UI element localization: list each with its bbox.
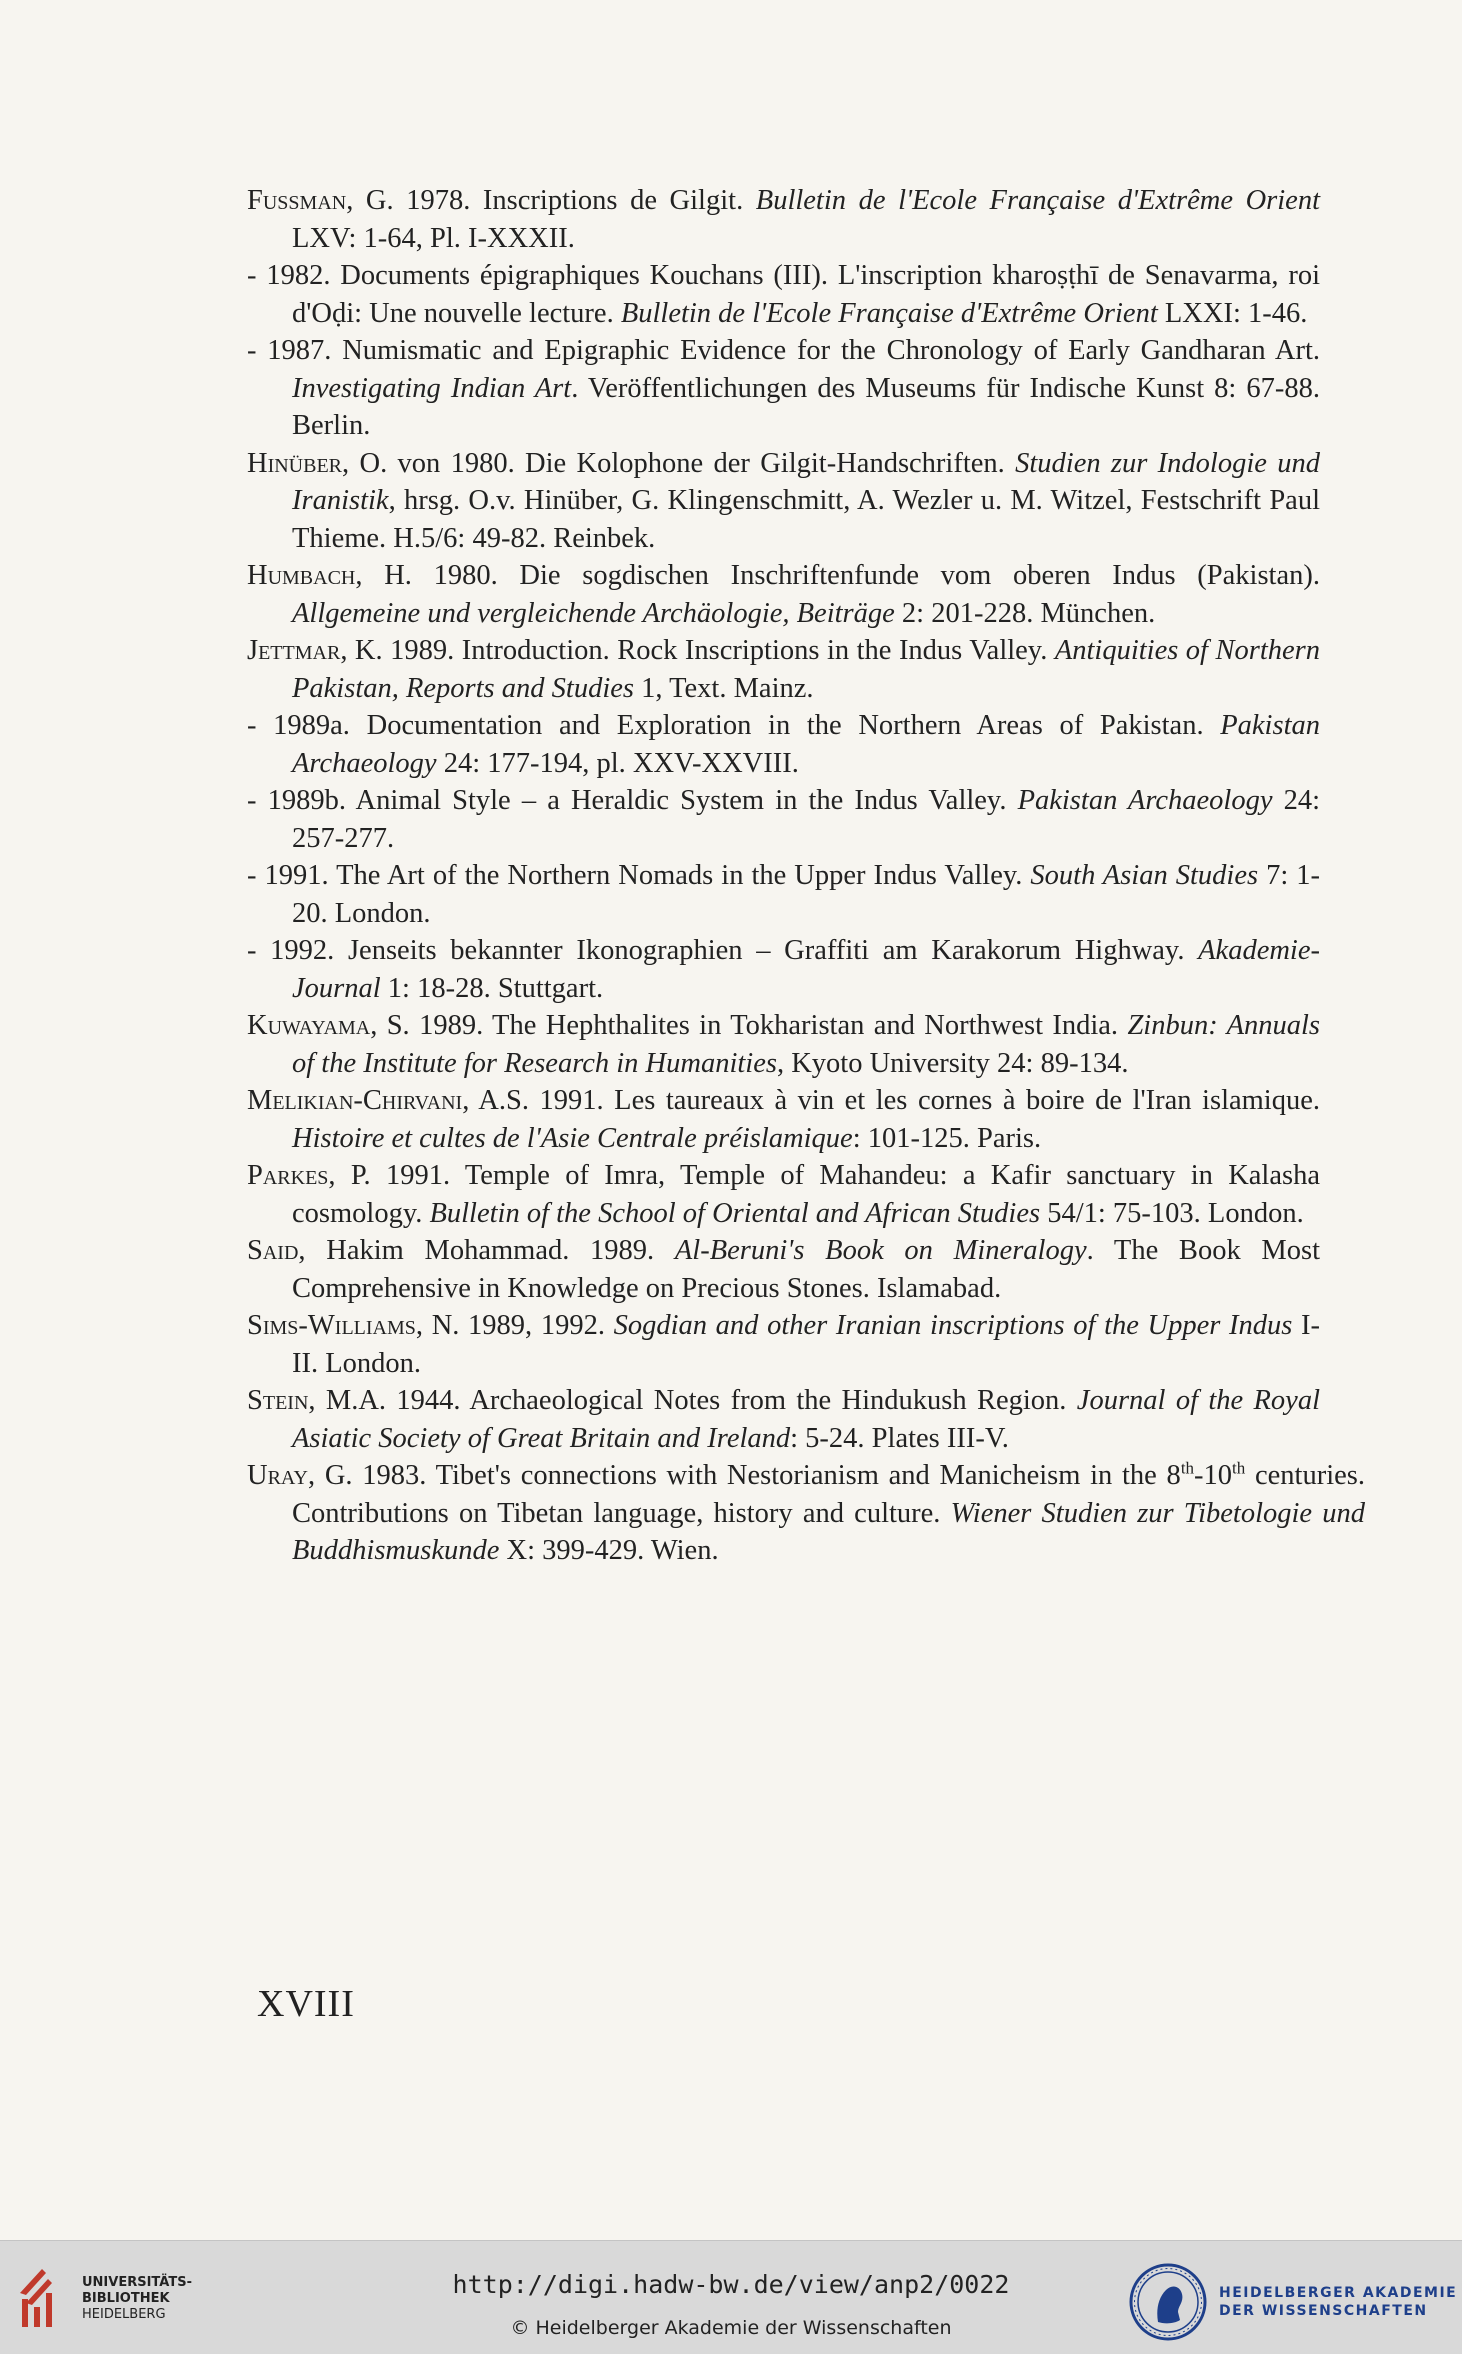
entry-title: Studien zur Indologie und Iranistik <box>292 447 1320 516</box>
entry-title: Pakistan Archaeology <box>1017 785 1273 816</box>
entry-author: Melikian-Chirvani <box>247 1085 463 1116</box>
bibliography-list <box>247 182 1320 1457</box>
entry-title: Akademie-Journal <box>292 935 1320 1004</box>
entry-text: - 1991. The Art of the Northern Nomads in the Upper Indus Valley. <box>247 860 1031 891</box>
entry-details: 7: 1-20. London. <box>292 860 1320 929</box>
digitization-footer <box>0 2240 1462 2354</box>
bibliography-entry <box>247 1307 1320 1382</box>
entry-details: 54/1: 75-103. London. <box>1040 1197 1304 1229</box>
entry-details: 24: 177-194, pl. XXV-XXVIII. <box>436 747 799 779</box>
entry-details: , hrsg. O.v. Hinüber, G. Klingenschmitt, A. Wezler u. M. Witzel, Festschrift Paul Thieme. H.5/6: 49-82. Reinbek. <box>292 485 1320 554</box>
entry-details: LXXI: 1-46. <box>1157 297 1308 329</box>
entry-title: Pakistan Archaeology <box>292 710 1320 779</box>
bibliography-entry <box>247 257 1320 332</box>
bibliography-entry <box>247 782 1320 857</box>
entry-text: - 1982. Documents épigraphiques Kouchans (III). L'inscription kharoṣṭhī de Senavarma, roi d'Oḍi: Une nouvelle lecture. <box>247 260 1320 329</box>
entry-text: - 1989a. Documentation and Exploration in the Northern Areas of Pakistan. <box>247 710 1221 741</box>
bibliography-entry <box>247 332 1320 445</box>
entry-text: , H. 1980. Die sogdischen Inschriftenfunde vom oberen Indus (Pakistan). <box>355 560 1320 591</box>
bibliography-entry <box>247 1157 1320 1232</box>
bibliography-entry <box>247 932 1320 1007</box>
entry-text: , M.A. 1944. Archaeological Notes from the Hindukush Region. <box>308 1385 1077 1416</box>
entry-title: Allgemeine und vergleichende Archäologie, Beiträge <box>292 597 895 629</box>
entry-details: : 101-125. Paris. <box>852 1122 1042 1154</box>
entry-text: - 1987. Numismatic and Epigraphic Evidence for the Chronology of Early Gandharan Art. <box>247 335 1320 366</box>
entry-details: 2: 201-228. München. <box>894 597 1156 629</box>
entry-title: South Asian Studies <box>1030 860 1259 891</box>
entry-text: - 1992. Jenseits bekannter Ikonographien – Graffiti am Karakorum Highway. <box>247 935 1199 966</box>
entry-author: Stein <box>247 1385 309 1416</box>
entry-details: 1, Text. Mainz. <box>633 672 814 704</box>
entry-author: Parkes <box>247 1160 329 1191</box>
entry-title: Investigating Indian Art <box>292 372 572 404</box>
bibliography-entry <box>247 707 1320 782</box>
entry-text: , P. 1991. Temple of Imra, Temple of Mahandeu: a Kafir sanctuary in Kalasha cosmology. <box>292 1160 1320 1229</box>
entry-title: Journal of the Royal Asiatic Society of Great Britain and Ireland <box>292 1385 1320 1454</box>
entry-details: . Veröffentlichungen des Museums für Indische Kunst 8: 67-88. Berlin. <box>292 372 1320 441</box>
entry-details: LXV: 1-64, Pl. I-XXXII. <box>292 222 575 254</box>
entry-details: I-II. London. <box>292 1310 1320 1379</box>
entry-author: Jettmar <box>247 635 341 666</box>
entry-title: Bulletin de l'Ecole Française d'Extrême Orient <box>620 297 1158 329</box>
source-url-link[interactable]: http://digi.hadw-bw.de/view/anp2/0022 <box>452 2270 1010 2299</box>
bibliography-entry <box>247 557 1320 632</box>
bibliography-entry-uray: Uray, G. 1983. Tibet's connections with Nestorianism and Manicheism in the 8th-10th centuries. Contributions on Tibetan language, history and culture. Wiener Studien zur Tibetologie und Buddhismuskunde X: 399-429. Wien. <box>247 1458 1365 1566</box>
bibliography-entry <box>247 632 1320 707</box>
entry-title: Sogdian and other Iranian inscriptions of the Upper Indus <box>613 1310 1293 1341</box>
university-library-name: UNIVERSITÄTS- BIBLIOTHEK HEIDELBERG <box>82 2275 192 2322</box>
bibliography-entry <box>247 445 1320 558</box>
entry-text: , S. 1989. The Hephthalites in Tokharistan and Northwest India. <box>370 1010 1128 1041</box>
entry-text: - 1989b. Animal Style – a Heraldic System in the Indus Valley. <box>247 785 1018 816</box>
entry-author: Said <box>247 1235 299 1266</box>
academy-name: HEIDELBERGER AKADEMIE DER WISSENSCHAFTEN <box>1219 2285 1458 2319</box>
entry-text: , G. 1978. Inscriptions de Gilgit. <box>346 185 756 216</box>
entry-details: : 5-24. Plates III-V. <box>790 1422 1009 1454</box>
copyright-notice: © Heidelberger Akademie der Wissenschaften <box>510 2317 952 2339</box>
entry-details: 24: 257-277. <box>292 785 1321 854</box>
bibliography-entry <box>247 1382 1320 1457</box>
entry-author: Fussman <box>247 185 347 216</box>
entry-text: , N. 1989, 1992. <box>415 1310 614 1341</box>
entry-title: Antiquities of Northern Pakistan, Reports and Studies <box>292 635 1320 704</box>
entry-author: Uray <box>247 1460 308 1491</box>
bibliography-entry <box>247 1082 1320 1157</box>
entry-author: Humbach <box>247 560 356 591</box>
entry-text: , Hakim Mohammad. 1989. <box>298 1235 675 1266</box>
entry-author: Sims-Williams <box>247 1310 416 1341</box>
bibliography-entry <box>247 1007 1320 1082</box>
entry-details: , Kyoto University 24: 89-134. <box>776 1047 1129 1079</box>
academy-seal-icon <box>1128 2262 1208 2342</box>
entry-author: Kuwayama <box>247 1010 371 1041</box>
entry-title: Wiener Studien zur Tibetologie und Buddhismuskunde <box>292 1497 1365 1566</box>
entry-title: Al-Beruni's Book on Mineralogy <box>674 1235 1087 1266</box>
entry-details: . The Book Most Comprehensive in Knowledge on Precious Stones. Islamabad. <box>292 1235 1320 1304</box>
bibliography-entry <box>247 1232 1320 1307</box>
entry-title: Histoire et cultes de l'Asie Centrale préislamique <box>292 1122 853 1154</box>
bibliography-entry <box>247 857 1320 932</box>
entry-text: , O. von 1980. Die Kolophone der Gilgit-Handschriften. <box>342 447 1016 479</box>
bibliography-entry <box>247 182 1320 257</box>
entry-title: Bulletin of the School of Oriental and African Studies <box>429 1197 1041 1229</box>
entry-title: Zinbun: Annuals of the Institute for Research in Humanities <box>292 1010 1320 1079</box>
entry-details: 1: 18-28. Stuttgart. <box>380 972 604 1004</box>
entry-text: , K. 1989. Introduction. Rock Inscriptions in the Indus Valley. <box>340 635 1055 666</box>
page-number: XVIII <box>257 1983 355 2025</box>
entry-title: Bulletin de l'Ecole Française d'Extrême Orient <box>755 185 1320 216</box>
entry-author: Hinüber <box>247 447 343 479</box>
entry-text: , A.S. 1991. Les taureaux à vin et les cornes à boire de l'Iran islamique. <box>462 1085 1320 1116</box>
